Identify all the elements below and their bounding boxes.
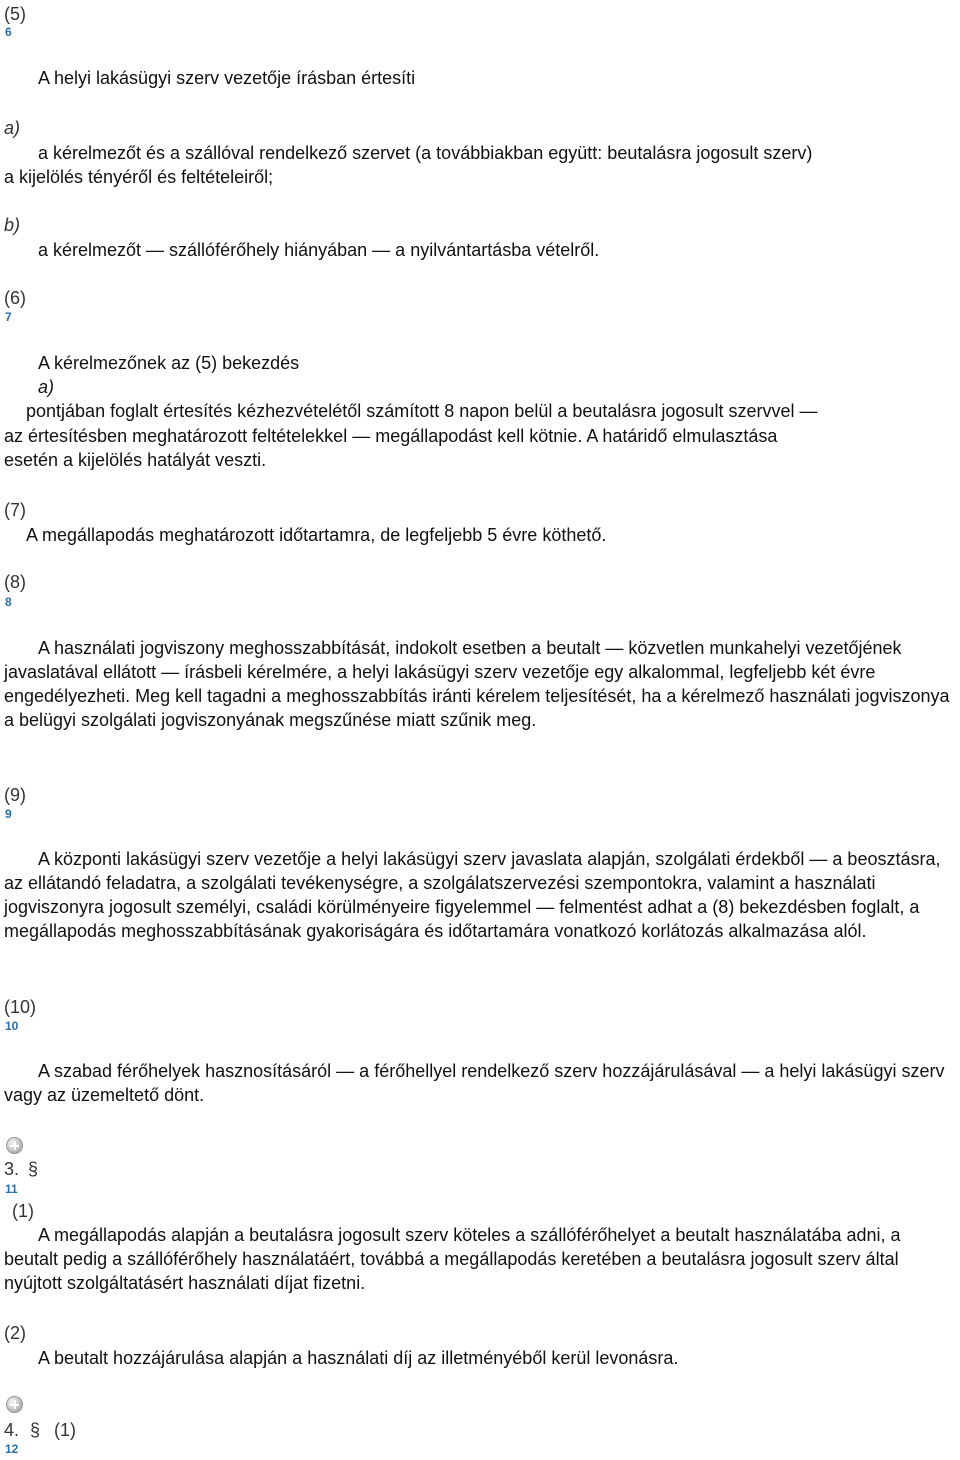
- section-sign: §: [28, 1159, 39, 1179]
- paragraph-number: (9): [4, 785, 26, 805]
- section-sign: §: [30, 1420, 41, 1440]
- paragraph-text: A megállapodás meghatározott időtartamra, de legfeljebb 5 évre köthető.: [26, 525, 607, 545]
- paragraph-number: (5): [4, 4, 26, 24]
- point-label: a): [4, 118, 21, 138]
- paragraph-number: (2): [4, 1323, 26, 1343]
- point-text-cont: a kijelölés tényéről és feltételeiről;: [4, 167, 274, 187]
- paragraph-number: (7): [4, 500, 26, 520]
- footnote-link[interactable]: 6: [5, 25, 12, 39]
- paragraph-number: (8): [4, 572, 26, 592]
- expand-plus-icon[interactable]: [6, 1137, 23, 1154]
- paragraph-text: esetén a kijelölés hatályát veszti.: [4, 450, 267, 470]
- point-label: a): [38, 377, 55, 397]
- paragraph-text: A központi lakásügyi szerv vezetője a helyi lakásügyi szerv javaslata alapján, szolgálati érdekből — a beosztásra, az ellátandó feladatra, a szolgálati tevékenységre, a szolgálatszervezési szempontokra, valamint a használati jogviszonyra jogosult személyi, családi körülményeire figyelemmel — felmentést adhat a (8) bekezdésben foglalt, a megállapodás meghosszabbításának gyakoriságára és időtartamára vonatkozó korlátozás alkalmazása alól.: [4, 849, 941, 941]
- footnote-link[interactable]: 11: [5, 1182, 18, 1196]
- point-label: b): [4, 215, 21, 235]
- footnote-link[interactable]: 9: [5, 807, 12, 821]
- section-number: 4.: [4, 1420, 20, 1440]
- paragraph-number: (10): [4, 997, 37, 1017]
- paragraph-text: A szabad férőhelyek hasznosításáról — a férőhellyel rendelkező szerv hozzájárulásával — a helyi lakásügyi szerv vagy az üzemeltető dönt.: [4, 1061, 945, 1105]
- point-text: a kérelmezőt és a szállóval rendelkező szervet (a továbbiakban együtt: beutalásra jogosult szerv): [38, 143, 813, 163]
- paragraph-text: A megállapodás alapján a beutalásra jogosult szerv köteles a szállóférőhelyet a beutalt használatába adni, a beutalt pedig a szállóférőhely használatáért, továbbá a megállapodás keretében a beutalásra jogosult szerv által nyújtott szolgáltatásért használati díjat fizetni.: [4, 1225, 901, 1293]
- paragraph-text: A kérelmezőnek az (5) bekezdés: [38, 353, 300, 373]
- expand-plus-icon[interactable]: [6, 1396, 23, 1413]
- paragraph-text: A használati jogviszony meghosszabbítását, indokolt esetben a beutalt — közvetlen munkahelyi vezetőjének javaslatával ellátott — írásbeli kérelmére, a helyi lakásügyi szerv vezetője egy alkalommal, legfeljebb két évre engedélyezheti. Meg kell tagadni a meghosszabbítás iránti kérelem teljesítését, ha a kérelmező használati jogviszonya a belügyi szolgálati jogviszonyának megszűnése miatt szűnik meg.: [4, 638, 950, 730]
- footnote-link[interactable]: 8: [5, 595, 12, 609]
- paragraph-text: pontjában foglalt értesítés kézhezvételétől számított 8 napon belül a beutalásra jogosult szervvel —: [26, 401, 818, 421]
- paragraph-number: (6): [4, 288, 26, 308]
- point-text: a kérelmezőt — szállóférőhely hiányában — a nyilvántartásba vételről.: [38, 240, 600, 260]
- paragraph-number: (1): [12, 1201, 34, 1221]
- section-number: 3.: [4, 1159, 20, 1179]
- footnote-link[interactable]: 12: [5, 1442, 19, 1456]
- paragraph-number: (1): [54, 1420, 76, 1440]
- footnote-link[interactable]: 10: [5, 1019, 19, 1033]
- paragraph-text: A helyi lakásügyi szerv vezetője írásban értesíti: [38, 68, 416, 88]
- footnote-link[interactable]: 7: [5, 310, 12, 324]
- paragraph-text: A beutalt hozzájárulása alapján a használati díj az illetményéből kerül levonásra.: [38, 1348, 679, 1368]
- paragraph-text: az értesítésben meghatározott feltételekkel — megállapodást kell kötnie. A határidő elmulasztása: [4, 426, 778, 446]
